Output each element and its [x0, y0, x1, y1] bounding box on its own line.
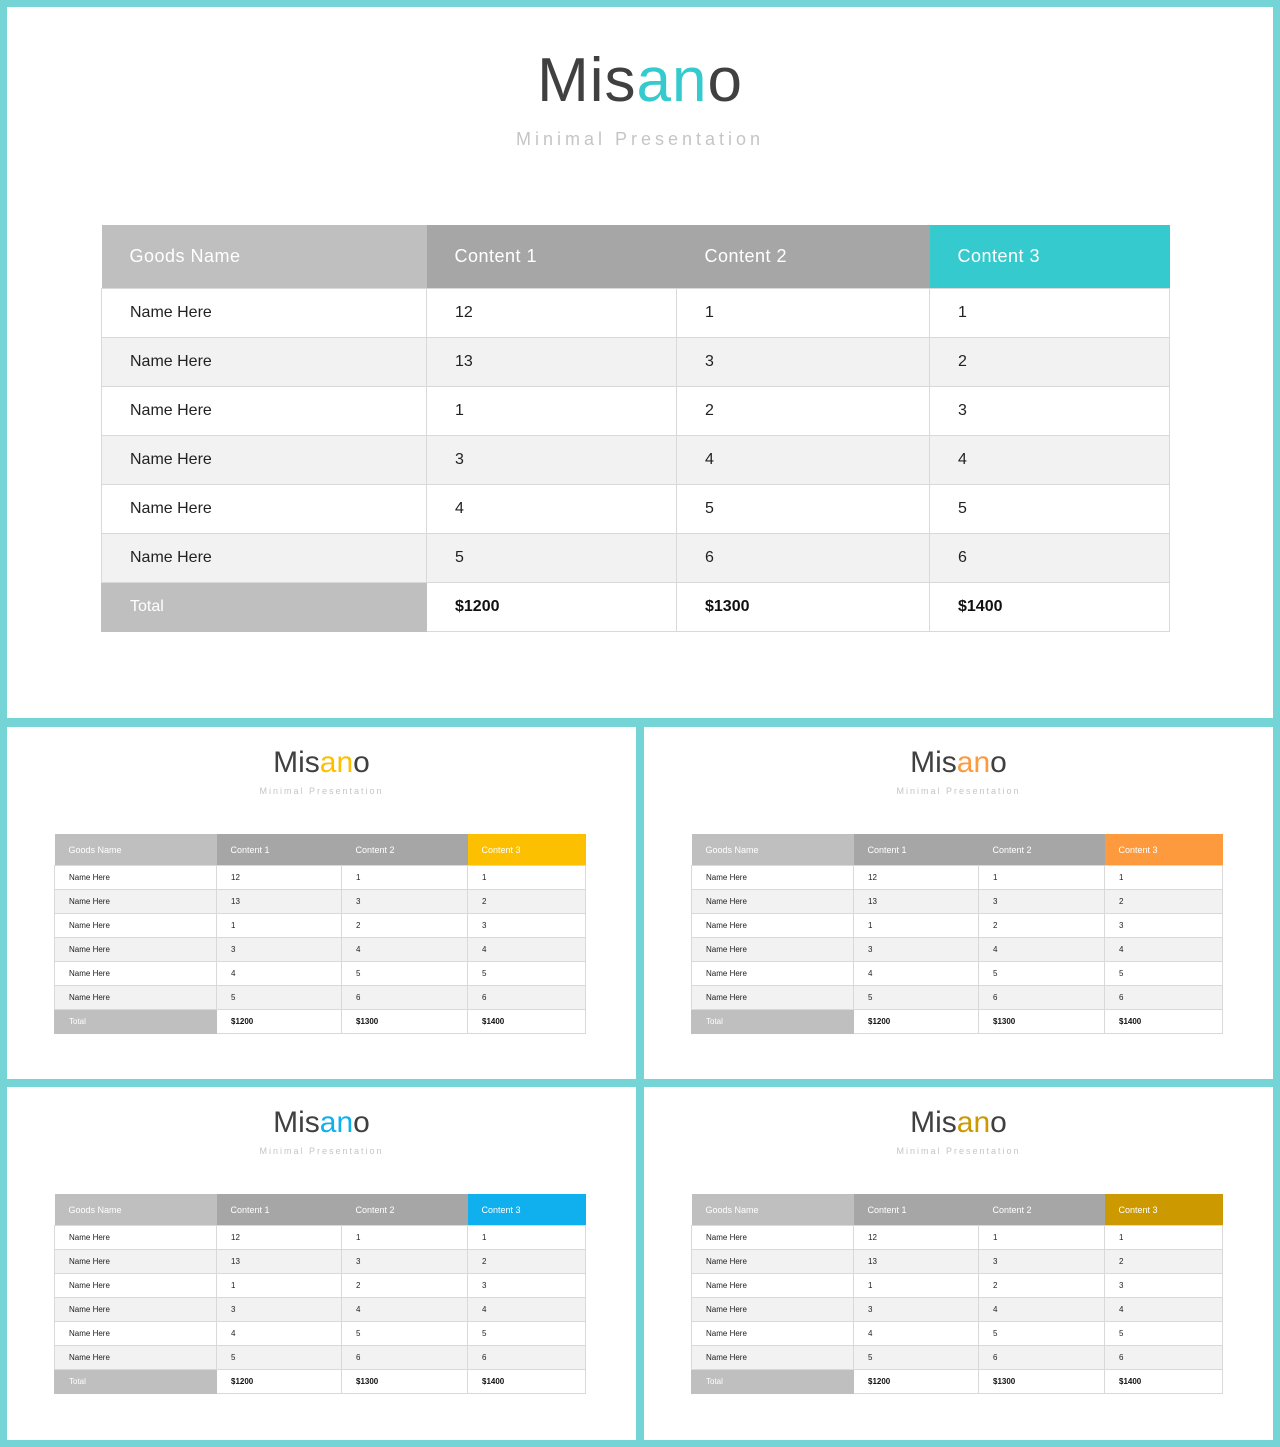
brand-subtitle: Minimal Presentation [896, 786, 1021, 796]
cell-content-1: 1 [217, 914, 342, 938]
cell-name: Name Here [692, 1226, 854, 1250]
slide-orange [644, 727, 1273, 1079]
cell-content-1: 1 [217, 1274, 342, 1298]
cell-content-1: 12 [217, 866, 342, 890]
cell-content-2: 5 [677, 485, 930, 534]
cell-content-1: 3 [854, 938, 979, 962]
table-header-row [692, 1194, 1223, 1226]
cell-content-2: 5 [979, 1322, 1105, 1346]
cell-content-3: 4 [930, 436, 1170, 485]
cell-content-2: 6 [979, 1346, 1105, 1370]
cell-content-2: 5 [342, 1322, 468, 1346]
brand-subtitle: Minimal Presentation [515, 129, 765, 149]
table-row [692, 1298, 1223, 1322]
cell-content-1: 1 [854, 1274, 979, 1298]
cell-content-2: 2 [979, 914, 1105, 938]
cell-content-3: 4 [1105, 1298, 1223, 1322]
logo-text-end: o [707, 46, 743, 115]
cell-name: Name Here [692, 1250, 854, 1274]
cell-content-1: 13 [854, 1250, 979, 1274]
table-row [692, 1322, 1223, 1346]
cell-content-2: 5 [979, 962, 1105, 986]
cell-content-3: 2 [930, 338, 1170, 387]
header-goods-name: Goods Name [692, 834, 854, 866]
header-content-2: Content 2 [342, 834, 468, 866]
brand-subtitle: Minimal Presentation [259, 786, 384, 796]
cell-name: Name Here [55, 1322, 217, 1346]
table-row [102, 289, 1170, 338]
goods-table [691, 834, 1223, 1034]
logo-text-accent: an [319, 1106, 354, 1139]
slide-blue [7, 1087, 636, 1440]
cell-content-1: 3 [427, 436, 677, 485]
total-content-1: $1200 [217, 1370, 342, 1394]
cell-content-2: 2 [677, 387, 930, 436]
cell-name: Name Here [55, 962, 217, 986]
cell-name: Name Here [55, 1274, 217, 1298]
cell-content-3: 6 [468, 1346, 586, 1370]
table-row [55, 938, 586, 962]
cell-name: Name Here [692, 1274, 854, 1298]
cell-content-2: 6 [342, 1346, 468, 1370]
slide-gold [644, 1087, 1273, 1440]
cell-name: Name Here [102, 436, 427, 485]
cell-content-1: 13 [217, 1250, 342, 1274]
cell-content-1: 12 [217, 1226, 342, 1250]
header-content-2: Content 2 [979, 834, 1105, 866]
cell-content-1: 12 [854, 866, 979, 890]
cell-name: Name Here [55, 938, 217, 962]
cell-name: Name Here [692, 866, 854, 890]
brand-logo [7, 745, 636, 781]
cell-name: Name Here [102, 534, 427, 583]
cell-content-2: 1 [979, 1226, 1105, 1250]
table-row [692, 1226, 1223, 1250]
header-content-3: Content 3 [1105, 1194, 1223, 1226]
cell-content-1: 5 [854, 986, 979, 1010]
header-content-1: Content 1 [217, 1194, 342, 1226]
cell-content-3: 6 [1105, 1346, 1223, 1370]
cell-content-2: 3 [342, 890, 468, 914]
total-content-3: $1400 [1105, 1010, 1223, 1034]
table-row [55, 1298, 586, 1322]
header-content-3: Content 3 [1105, 834, 1223, 866]
table-row [692, 1346, 1223, 1370]
total-content-3: $1400 [468, 1010, 586, 1034]
goods-table [101, 225, 1170, 632]
header-goods-name: Goods Name [692, 1194, 854, 1226]
cell-content-3: 3 [1105, 1274, 1223, 1298]
cell-content-3: 6 [468, 986, 586, 1010]
header-content-3: Content 3 [930, 225, 1170, 289]
cell-content-3: 1 [930, 289, 1170, 338]
cell-content-1: 5 [217, 986, 342, 1010]
cell-content-2: 4 [677, 436, 930, 485]
cell-name: Name Here [692, 1346, 854, 1370]
table-header-row [102, 225, 1170, 289]
header-content-1: Content 1 [427, 225, 677, 289]
cell-name: Name Here [55, 1250, 217, 1274]
cell-content-3: 3 [468, 914, 586, 938]
cell-content-1: 5 [217, 1346, 342, 1370]
total-row [55, 1010, 586, 1034]
cell-name: Name Here [55, 1298, 217, 1322]
cell-name: Name Here [55, 1226, 217, 1250]
table-row [692, 890, 1223, 914]
total-label: Total [692, 1370, 854, 1394]
cell-content-1: 13 [427, 338, 677, 387]
logo-text-end: o [353, 746, 370, 779]
cell-name: Name Here [102, 338, 427, 387]
cell-content-3: 5 [930, 485, 1170, 534]
total-label: Total [102, 583, 427, 632]
header-goods-name: Goods Name [102, 225, 427, 289]
total-content-2: $1300 [979, 1370, 1105, 1394]
total-content-2: $1300 [677, 583, 930, 632]
cell-content-3: 5 [468, 1322, 586, 1346]
cell-content-2: 4 [979, 938, 1105, 962]
cell-name: Name Here [692, 962, 854, 986]
goods-table [691, 1194, 1223, 1394]
table-row [55, 890, 586, 914]
total-content-3: $1400 [930, 583, 1170, 632]
cell-name: Name Here [55, 1346, 217, 1370]
cell-content-3: 1 [1105, 866, 1223, 890]
cell-content-2: 3 [677, 338, 930, 387]
cell-content-3: 2 [468, 890, 586, 914]
header-content-3: Content 3 [468, 1194, 586, 1226]
slide-yellow [7, 727, 636, 1079]
table-row [55, 986, 586, 1010]
cell-content-2: 2 [979, 1274, 1105, 1298]
cell-name: Name Here [692, 890, 854, 914]
cell-content-1: 4 [854, 1322, 979, 1346]
cell-content-1: 12 [854, 1226, 979, 1250]
cell-content-3: 5 [1105, 962, 1223, 986]
table-row [102, 485, 1170, 534]
table-row [55, 962, 586, 986]
cell-content-1: 4 [217, 1322, 342, 1346]
cell-content-1: 1 [427, 387, 677, 436]
cell-content-3: 4 [468, 1298, 586, 1322]
cell-content-1: 4 [854, 962, 979, 986]
cell-content-2: 4 [342, 938, 468, 962]
total-content-1: $1200 [427, 583, 677, 632]
cell-content-3: 2 [1105, 890, 1223, 914]
cell-content-1: 3 [217, 938, 342, 962]
table-row [692, 986, 1223, 1010]
table-header-row [55, 834, 586, 866]
logo-text-accent: an [319, 746, 354, 779]
header-content-1: Content 1 [217, 834, 342, 866]
total-row [692, 1370, 1223, 1394]
logo-text-start: Mis [910, 746, 957, 779]
cell-content-2: 4 [979, 1298, 1105, 1322]
cell-content-2: 1 [342, 1226, 468, 1250]
table-row [102, 387, 1170, 436]
logo-text-start: Mis [910, 1106, 957, 1139]
table-row [692, 1274, 1223, 1298]
cell-content-3: 5 [1105, 1322, 1223, 1346]
header-content-1: Content 1 [854, 1194, 979, 1226]
cell-content-2: 6 [677, 534, 930, 583]
total-content-2: $1300 [342, 1370, 468, 1394]
total-content-1: $1200 [854, 1370, 979, 1394]
cell-name: Name Here [692, 914, 854, 938]
total-row [692, 1010, 1223, 1034]
cell-name: Name Here [102, 485, 427, 534]
header-goods-name: Goods Name [55, 1194, 217, 1226]
total-content-2: $1300 [979, 1010, 1105, 1034]
table-row [102, 534, 1170, 583]
table-row [692, 938, 1223, 962]
header-goods-name: Goods Name [55, 834, 217, 866]
cell-content-2: 6 [979, 986, 1105, 1010]
header-content-2: Content 2 [979, 1194, 1105, 1226]
total-label: Total [692, 1010, 854, 1034]
table-row [55, 914, 586, 938]
cell-content-2: 1 [342, 866, 468, 890]
logo-text-start: Mis [273, 746, 320, 779]
total-row [55, 1370, 586, 1394]
cell-content-1: 13 [854, 890, 979, 914]
cell-content-2: 3 [979, 890, 1105, 914]
brand-logo [644, 745, 1273, 781]
header-content-1: Content 1 [854, 834, 979, 866]
cell-name: Name Here [55, 890, 217, 914]
cell-content-2: 1 [979, 866, 1105, 890]
cell-name: Name Here [102, 387, 427, 436]
cell-content-1: 1 [854, 914, 979, 938]
brand-logo [644, 1105, 1273, 1141]
cell-content-3: 2 [1105, 1250, 1223, 1274]
table-row [55, 1250, 586, 1274]
table-row [55, 1226, 586, 1250]
total-content-3: $1400 [1105, 1370, 1223, 1394]
brand-subtitle: Minimal Presentation [259, 1146, 384, 1156]
cell-content-2: 5 [342, 962, 468, 986]
total-content-2: $1300 [342, 1010, 468, 1034]
cell-content-3: 6 [1105, 986, 1223, 1010]
total-content-1: $1200 [217, 1010, 342, 1034]
table-row [102, 436, 1170, 485]
cell-content-3: 2 [468, 1250, 586, 1274]
cell-content-2: 3 [342, 1250, 468, 1274]
table-row [55, 1346, 586, 1370]
cell-content-1: 12 [427, 289, 677, 338]
logo-text-accent: an [956, 746, 991, 779]
header-content-2: Content 2 [342, 1194, 468, 1226]
total-label: Total [55, 1010, 217, 1034]
cell-name: Name Here [692, 938, 854, 962]
table-row [692, 962, 1223, 986]
cell-content-2: 3 [979, 1250, 1105, 1274]
cell-content-1: 3 [217, 1298, 342, 1322]
table-row [55, 1322, 586, 1346]
cell-content-3: 1 [468, 1226, 586, 1250]
cell-content-3: 1 [1105, 1226, 1223, 1250]
cell-content-2: 4 [342, 1298, 468, 1322]
table-row [692, 914, 1223, 938]
brand-subtitle: Minimal Presentation [896, 1146, 1021, 1156]
total-content-3: $1400 [468, 1370, 586, 1394]
cell-content-1: 5 [854, 1346, 979, 1370]
cell-content-2: 6 [342, 986, 468, 1010]
cell-content-3: 3 [468, 1274, 586, 1298]
total-row [102, 583, 1170, 632]
cell-name: Name Here [102, 289, 427, 338]
cell-content-3: 1 [468, 866, 586, 890]
cell-content-2: 2 [342, 914, 468, 938]
logo-text-accent: an [636, 46, 708, 115]
table-row [692, 866, 1223, 890]
header-content-2: Content 2 [677, 225, 930, 289]
logo-text-end: o [990, 746, 1007, 779]
cell-content-2: 1 [677, 289, 930, 338]
cell-content-1: 4 [217, 962, 342, 986]
slide-main [7, 7, 1273, 718]
goods-table [54, 1194, 586, 1394]
cell-name: Name Here [692, 1322, 854, 1346]
header-content-3: Content 3 [468, 834, 586, 866]
table-row [102, 338, 1170, 387]
brand-logo [7, 1105, 636, 1141]
logo-text-start: Mis [537, 46, 637, 115]
logo-text-end: o [353, 1106, 370, 1139]
cell-content-3: 3 [1105, 914, 1223, 938]
table-row [55, 866, 586, 890]
cell-content-3: 5 [468, 962, 586, 986]
cell-content-1: 4 [427, 485, 677, 534]
cell-content-3: 6 [930, 534, 1170, 583]
logo-text-start: Mis [273, 1106, 320, 1139]
logo-text-accent: an [956, 1106, 991, 1139]
logo-text-end: o [990, 1106, 1007, 1139]
goods-table [54, 834, 586, 1034]
cell-name: Name Here [692, 986, 854, 1010]
cell-content-3: 4 [1105, 938, 1223, 962]
cell-name: Name Here [55, 914, 217, 938]
table-header-row [55, 1194, 586, 1226]
cell-name: Name Here [55, 986, 217, 1010]
table-row [692, 1250, 1223, 1274]
cell-content-1: 5 [427, 534, 677, 583]
total-content-1: $1200 [854, 1010, 979, 1034]
cell-name: Name Here [55, 866, 217, 890]
cell-content-2: 2 [342, 1274, 468, 1298]
cell-content-1: 3 [854, 1298, 979, 1322]
brand-logo [7, 45, 1273, 117]
table-row [55, 1274, 586, 1298]
table-header-row [692, 834, 1223, 866]
cell-content-1: 13 [217, 890, 342, 914]
cell-content-3: 4 [468, 938, 586, 962]
total-label: Total [55, 1370, 217, 1394]
cell-content-3: 3 [930, 387, 1170, 436]
cell-name: Name Here [692, 1298, 854, 1322]
